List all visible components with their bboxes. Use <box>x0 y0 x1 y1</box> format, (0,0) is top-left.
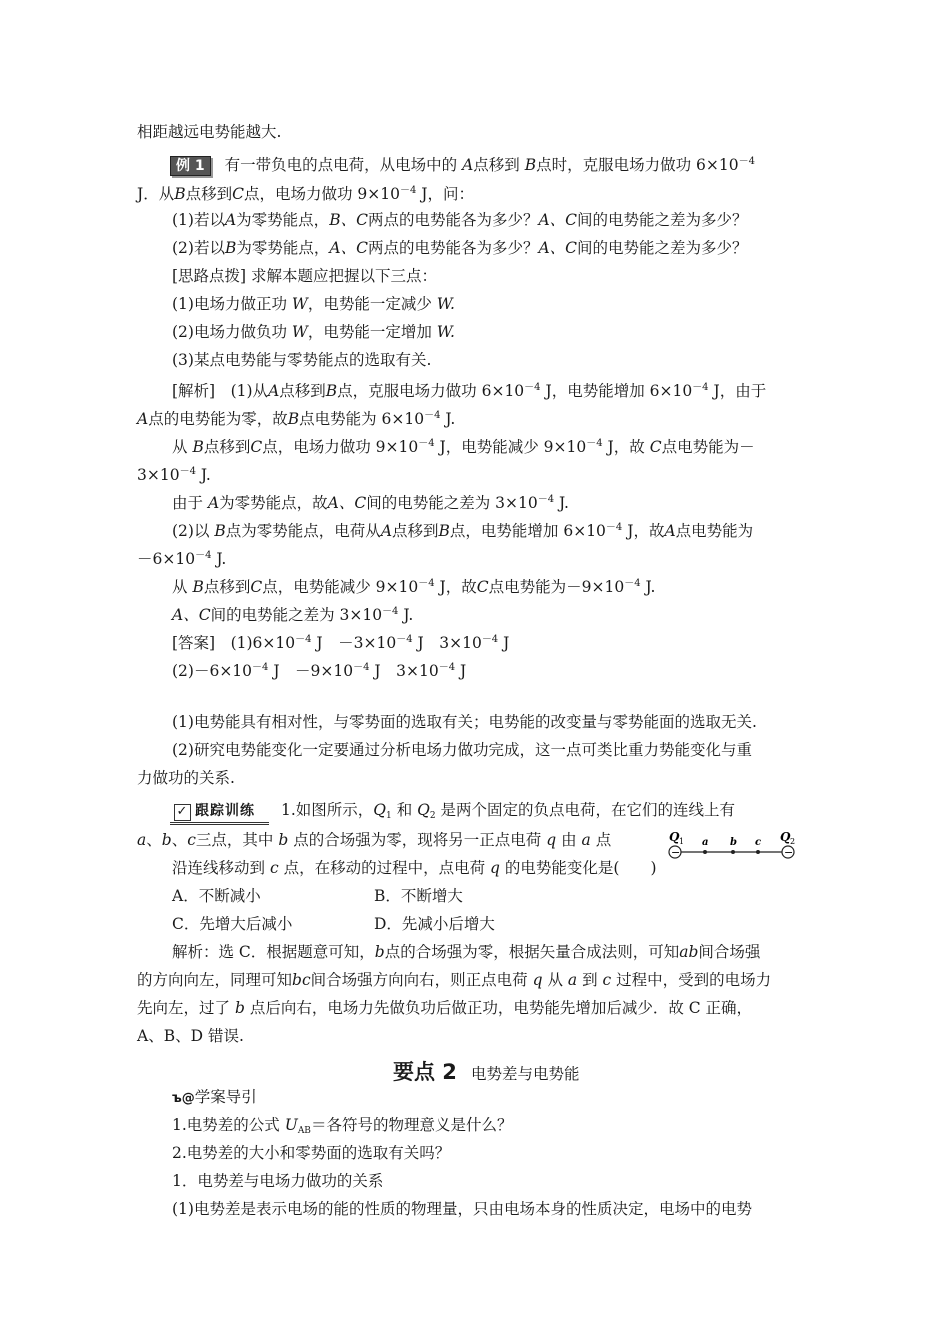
solution-line: [解析] (1)从A点移到B点，克服电场力做功 $6\times 10^{-4}$ J，电势能增加 $6\times 10^{-4}$ J，由于 <box>172 382 767 400</box>
guide-question-1: 1.电势差的公式 $U_{AB}=$各符号的物理意义是什么？ <box>172 1116 513 1136</box>
text-line: (1)电势差是表示电场的能的性质的物理量，只由电场本身的性质决定，电场中的电势 <box>172 1200 752 1218</box>
point-c-label: c <box>755 837 762 848</box>
hint-2: (2)电场力做负功 W，电势能一定增加 W. <box>172 323 455 341</box>
note-line: 力做功的关系. <box>137 769 235 787</box>
option-c: C．先增大后减小 <box>172 915 293 933</box>
solution-line: A、C间的电势能之差为 $3\times 10^{-4}$ J. <box>172 606 414 624</box>
example-1: 例 1 有一带负电的点电荷，从电场中的 A点移到 B点时，克服电场力做功 $6\times 10^{-4}$ <box>170 151 755 176</box>
solution-line: $3\times 10^{-4}$ J. <box>137 466 211 484</box>
answer-line: [答案] $(1)6\times 10^{-4}$ J $-3\times 10^{-4}$ J $3\times 10^{-4}$ J <box>172 634 510 652</box>
text-line: J．从B点移到C点，电场力做功 $9\times 10^{-4}$ J，问： <box>137 185 475 203</box>
tracking-badge: ✓ 跟踪训练 <box>170 800 269 825</box>
check-icon: ✓ <box>174 804 191 821</box>
q2-sign: − <box>784 846 794 859</box>
example-badge: 例 1 <box>170 156 211 176</box>
hint-3: (3)某点电势能与零势能点的选取有关. <box>172 351 432 369</box>
explanation-line: A、B、D 错误. <box>137 1027 244 1045</box>
q2-subscript: 2 <box>790 837 796 846</box>
solution-line: 由于 A为零势能点，故A、C间的电势能之差为 $3\times 10^{-4}$ J. <box>172 494 569 512</box>
text-line: 相距越远电势能越大. <box>137 123 282 141</box>
guide-question-2: 2.电势差的大小和零势面的选取有关吗？ <box>172 1144 451 1162</box>
tracking-exercise: ✓ 跟踪训练 1.如图所示，$Q_1$ 和 $Q_2$ 是两个固定的负点电荷，在它们的连线上有 <box>170 799 735 827</box>
solution-line: A点的电势能为零，故B点电势能为 $6\times 10^{-4}$ J. <box>137 410 456 428</box>
point-a <box>703 850 707 854</box>
explanation-line: 的方向向左，同理可知bc间合场强方向向右，则正点电荷 q 从 a 到 c 过程中，受到的电场力 <box>137 971 772 989</box>
q2-label: Q <box>780 830 791 844</box>
question-2: (2)若以B为零势能点，A、C两点的电势能各为多少？A、C间的电势能之差为多少？ <box>172 239 748 257</box>
question-1: (1)若以A为零势能点，B、C两点的电势能各为多少？A、C间的电势能之差为多少？ <box>172 211 748 229</box>
point-a-label: a <box>702 837 709 848</box>
option-b: B．不断增大 <box>374 887 463 905</box>
note-line: (2)研究电势能变化一定要通过分析电场力做功完成，这一点可类比重力势能变化与重 <box>172 741 752 759</box>
hint-title: [思路点拨] 求解本题应把握以下三点： <box>172 267 438 285</box>
option-a: A．不断减小 <box>172 887 261 905</box>
q1-subscript: 1 <box>679 837 685 846</box>
explanation-line: 解析：选 C．根据题意可知，b点的合场强为零，根据矢量合成法则，可知ab间合场强 <box>172 943 761 961</box>
option-d: D．先减小后增大 <box>374 915 495 933</box>
charge-line-figure <box>662 826 802 866</box>
section-subtitle: 电势差与电势能 <box>470 1065 580 1083</box>
text-line: 沿连线移动到 c 点，在移动的过程中，点电荷 q 的电势能变化是( ) <box>172 859 657 877</box>
solution-line: 从 B点移到C点，电场力做功 $9\times 10^{-4}$ J，电势能减少 $9\times 10^{-4}$ J，故 C点电势能为－ <box>172 438 755 456</box>
explanation-line: 先向左，过了 b 点后向右，电场力先做负功后做正功，电势能先增加后减少．故 C 正确， <box>137 999 753 1017</box>
section-title: 要点 2 <box>393 1060 457 1084</box>
guide-mark-icon: ъ@ <box>172 1091 195 1106</box>
q1-label: Q <box>669 830 680 844</box>
solution-line: (2)以 B点为零势能点，电荷从A点移到B点，电势能增加 $6\times 10^{-4}$ J，故A点电势能为 <box>172 522 754 540</box>
section-heading <box>393 1056 579 1086</box>
solution-line: 从 B点移到C点，电势能减少 $9\times 10^{-4}$ J，故C点电势能为$-9\times 10^{-4}$ J. <box>172 578 656 596</box>
subsection-title: 1．电势差与电场力做功的关系 <box>172 1172 384 1190</box>
hint-1: (1)电场力做正功 W，电势能一定减少 W. <box>172 295 455 313</box>
point-b-label: b <box>730 837 737 848</box>
note-line: (1)电势能具有相对性，与零势面的选取有关；电势能的改变量与零势能面的选取无关. <box>172 713 757 731</box>
point-b <box>731 850 735 854</box>
q1-sign: − <box>671 846 681 859</box>
solution-line: $-6\times 10^{-4}$ J. <box>137 550 227 568</box>
guide-title: ъ@学案导引 <box>172 1088 257 1106</box>
point-c <box>756 850 760 854</box>
text-line: a、b、c三点，其中 b 点的合场强为零，现将另一正点电荷 q 由 a 点 <box>137 831 612 849</box>
answer-line: $(2)-6\times 10^{-4}$ J $-9\times 10^{-4}$ J $3\times 10^{-4}$ J <box>172 662 467 680</box>
